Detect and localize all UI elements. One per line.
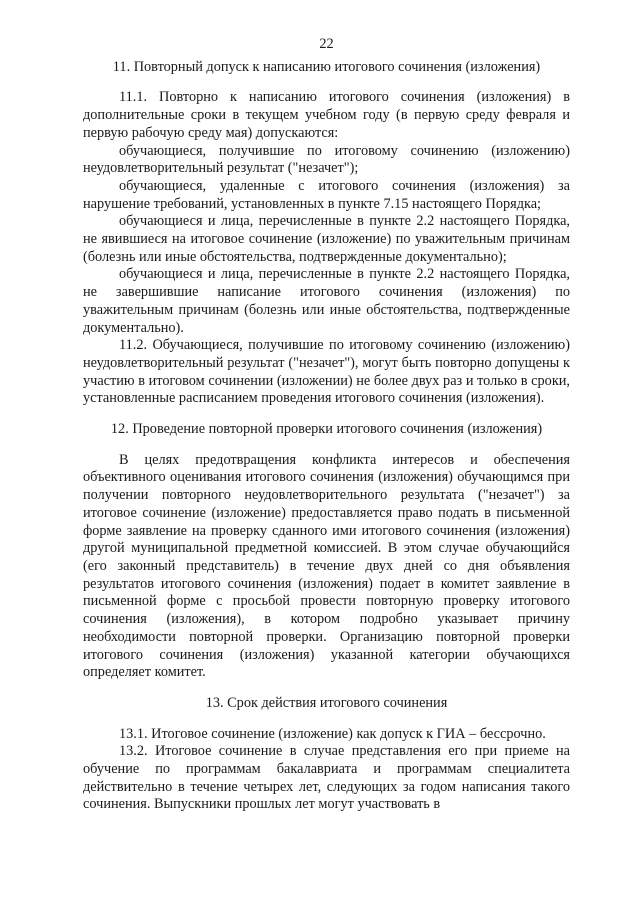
- section-11: [83, 59, 570, 408]
- section-12: [83, 421, 570, 682]
- paragraph: 13.2. Итоговое сочинение в случае представления его при приеме на обучение по программам бакалавриата и программам специалитета действительно в течение четырех лет, следующих за годом написания такого сочинения. Выпускники прошлых лет могут участвовать в: [83, 743, 570, 813]
- paragraph: 11.1. Повторно к написанию итогового сочинения (изложения) в дополнительные сроки в текущем учебном году (в первую среду февраля и первую рабочую среду мая) допускаются:: [83, 89, 570, 141]
- document-page: [83, 36, 570, 814]
- section-heading: 12. Проведение повторной проверки итогового сочинения (изложения): [110, 421, 543, 438]
- paragraph: В целях предотвращения конфликта интересов и обеспечения объективного оценивания итогового сочинения (изложения) обучающимся при получении повторного неудовлетворительного результата ("незачет") за итоговое сочинение (изложение) предоставляется право подать в письменной форме заявление на проверку сданного ими итогового сочинения (изложения) другой муниципальной предметной комиссией. В этом случае обучающийся (его законный представитель) в течение двух дней со дня объявления результатов итогового сочинения (изложения) подает в комитет заявление в письменной форме с просьбой провести повторную проверку итогового сочинения (изложения), в котором подробно указывает причину необходимости повторной проверки. Организацию повторной проверки итогового сочинения (изложения) указанной категории обучающихся определяет комитет.: [83, 451, 570, 681]
- paragraph: обучающиеся, удаленные с итогового сочинения (изложения) за нарушение требований, установленных в пункте 7.15 настоящего Порядка;: [83, 177, 570, 212]
- section-heading: 11. Повторный допуск к написанию итогового сочинения (изложения): [112, 58, 541, 75]
- paragraph: 11.2. Обучающиеся, получившие по итоговому сочинению (изложению) неудовлетворительный результат ("незачет"), могут быть повторно допущены к участию в итоговом сочинении (изложении) не более двух раз и только в сроки, установленные расписанием проведения итогового сочинения (изложения).: [83, 337, 570, 407]
- paragraph: 13.1. Итоговое сочинение (изложение) как допуск к ГИА – бессрочно.: [119, 725, 546, 742]
- section-heading: 13. Срок действия итогового сочинения: [205, 694, 448, 711]
- paragraph: обучающиеся, получившие по итоговому сочинению (изложению) неудовлетворительный результат ("незачет");: [83, 142, 570, 177]
- page-number: 22: [319, 36, 334, 52]
- paragraph: обучающиеся и лица, перечисленные в пункте 2.2 настоящего Порядка, не завершившие написание итогового сочинения (изложения) по уважительным причинам (болезнь или иные обстоятельства, подтвержденные документально).: [83, 266, 570, 336]
- paragraph: обучающиеся и лица, перечисленные в пункте 2.2 настоящего Порядка, не явившиеся на итоговое сочинение (изложение) по уважительным причинам (болезнь или иные обстоятельства, подтвержденные документально);: [83, 213, 570, 265]
- section-13: [83, 695, 570, 814]
